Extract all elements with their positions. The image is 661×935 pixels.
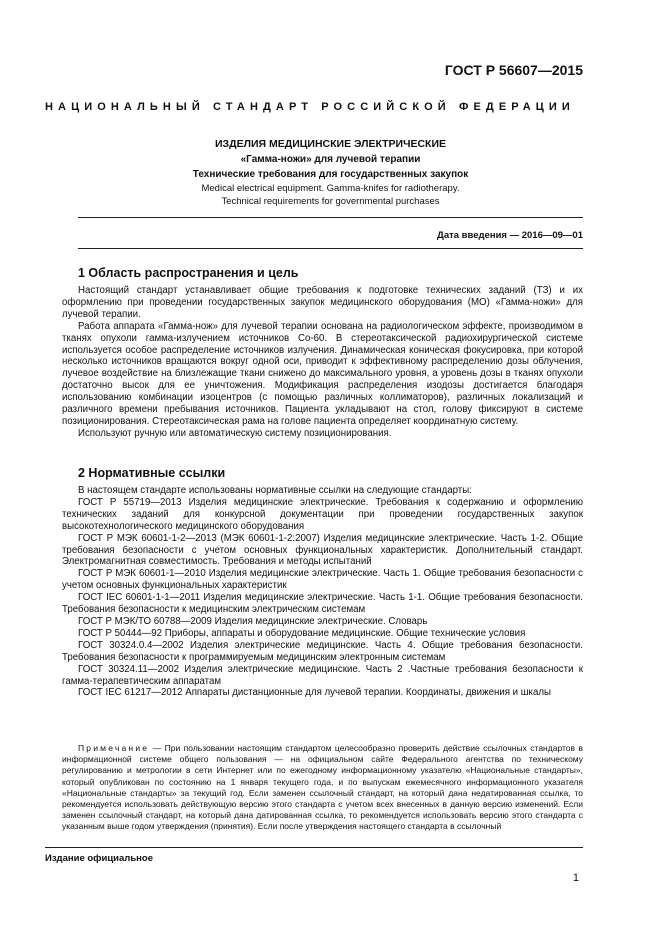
official-edition-label: Издание официальное	[45, 853, 153, 864]
introduction-date: Дата введения — 2016—09—01	[437, 230, 583, 241]
note-label: Примечание	[78, 743, 150, 753]
reference-item: ГОСТ Р МЭК 60601-1-2—2013 (МЭК 60601-1-2:2007) Изделия медицинские электрические. Часть 1-2. Общие требования безопасности с учетом основных функциональных характеристик. Дополнительный стандарт. Электромагнитная совместимость. Требования и методы испытаний	[62, 532, 583, 568]
section-1-paragraph: Настоящий стандарт устанавливает общие требования к подготовке технических заданий (ТЗ) и их оформлению при проведении государственных закупок медицинского оборудования (МО) «Гамма-ножи» для лучевой терапии.	[62, 285, 583, 320]
page-number: 1	[572, 872, 579, 884]
reference-item: ГОСТ Р МЭК 60601-1—2010 Изделия медицинские электрические. Часть 1. Общие требования безопасности с учетом основных функциональных характеристик	[62, 568, 583, 592]
section-1-heading: 1 Область распространения и цель	[78, 266, 299, 280]
title-line-1: ИЗДЕЛИЯ МЕДИЦИНСКИЕ ЭЛЕКТРИЧЕСКИЕ	[214, 138, 447, 150]
title-line-3: Технические требования для государственных закупок	[192, 169, 469, 180]
section-1-paragraph: Используют ручную или автоматическую систему позиционирования.	[78, 427, 392, 439]
reference-item: ГОСТ IEC 60601-1-1—2011 Изделия медицинские электрические. Часть 1-1. Общие требования безопасности. Требования безопасности к медицинским электрическим системам	[62, 592, 583, 616]
section-2-heading: 2 Нормативные ссылки	[78, 466, 226, 480]
reference-item: ГОСТ 30324.11—2002 Изделия электрические медицинские. Часть 2 .Частные требования безопасности к гамма-терапевтическим аппаратам	[62, 663, 583, 687]
footer-divider	[45, 847, 583, 848]
title-english-2: Technical requirements for governmental purchases	[221, 196, 440, 207]
reference-item: ГОСТ IEC 61217—2012 Аппараты дистанционные для лучевой терапии. Координаты, движения и шкалы	[78, 687, 551, 699]
section-2-intro: В настоящем стандарте использованы нормативные ссылки на следующие стандарты:	[78, 485, 472, 496]
divider-bottom	[78, 248, 583, 249]
national-standard-title: НАЦИОНАЛЬНЫЙ СТАНДАРТ РОССИЙСКОЙ ФЕДЕРАЦИИ	[45, 101, 575, 113]
reference-item: ГОСТ Р МЭК/ТО 60788—2009 Изделия медицинские электрические. Словарь	[78, 615, 428, 627]
section-1-paragraph: Работа аппарата «Гамма-нож» для лучевой терапии основана на радиологическом эффекте, производимом в тканях опухоли гамма-излучением источников Co-60. В стереотаксической радиохирургической системе используется особое распределение источников излучения. Динамическая коническая фокусировка, при которой несколько источников вращаются вокруг одной оси, приводит к эффективному распределению дозы облучения, лучевое воздействие на близлежащие ткани снижено до максимального уровня, а уровень дозы в тканях опухоли достаточно высок для ее уничтожения. Модификация распределения изодозы достигается благодаря использованию комбинации изоцентров (с помощью различных коллиматоров), различных локализаций и различного времени пребывания источников. Пациента укладывают на стол, голову фиксируют в системе позиционирования. Стереотаксическая рама на голове пациента определяет координатную систему.	[62, 320, 583, 427]
title-line-2: «Гамма-ножи» для лучевой терапии	[240, 154, 421, 165]
reference-item: ГОСТ Р 50444—92 Приборы, аппараты и оборудование медицинские. Общие технические условия	[78, 627, 526, 639]
divider-top	[78, 217, 583, 218]
reference-item: ГОСТ Р 55719—2013 Изделия медицинские электрические. Требования к содержанию и оформлению технических заданий для конкурсной документации при проведении государственных закупок высокотехнологического медицинского оборудования	[62, 496, 583, 532]
document-title-block	[0, 137, 661, 208]
note-text: — При пользовании настоящим стандартом целесообразно проверить действие ссылочных стандартов в информационной системе общего пользования — на официальном сайте Федерального агентства по техническому регулированию и метрологии в сети Интернет или по ежегодному информационному указателю «Национальные стандарты», который опубликован по состоянию на 1 января текущего года, и по выпускам ежемесячного информационного указателя «Национальные стандарты» за текущий год. Если заменен ссылочный стандарт, на который дана недатированная ссылка, то рекомендуется использовать действующую версию этого стандарта с учетом всех внесенных в данную версию изменений. Если заменен ссылочный стандарт, на который дана датированная ссылка, то рекомендуется использовать версию этого стандарта с указанным выше годом утверждения (принятия). Если после утверждения настоящего стандарта в ссылочный	[62, 743, 583, 832]
section-2-note	[62, 743, 583, 833]
standard-code: ГОСТ Р 56607—2015	[444, 62, 583, 78]
section-1-body	[62, 285, 583, 440]
reference-item: ГОСТ 30324.0.4—2002 Изделия электрические медицинские. Часть 4. Общие требования безопасности. Требования безопасности к программируемым медицинским электронным системам	[62, 639, 583, 663]
title-english-1: Medical electrical equipment. Gamma-knifes for radiotherapy.	[201, 183, 460, 194]
section-2-body	[62, 485, 583, 699]
